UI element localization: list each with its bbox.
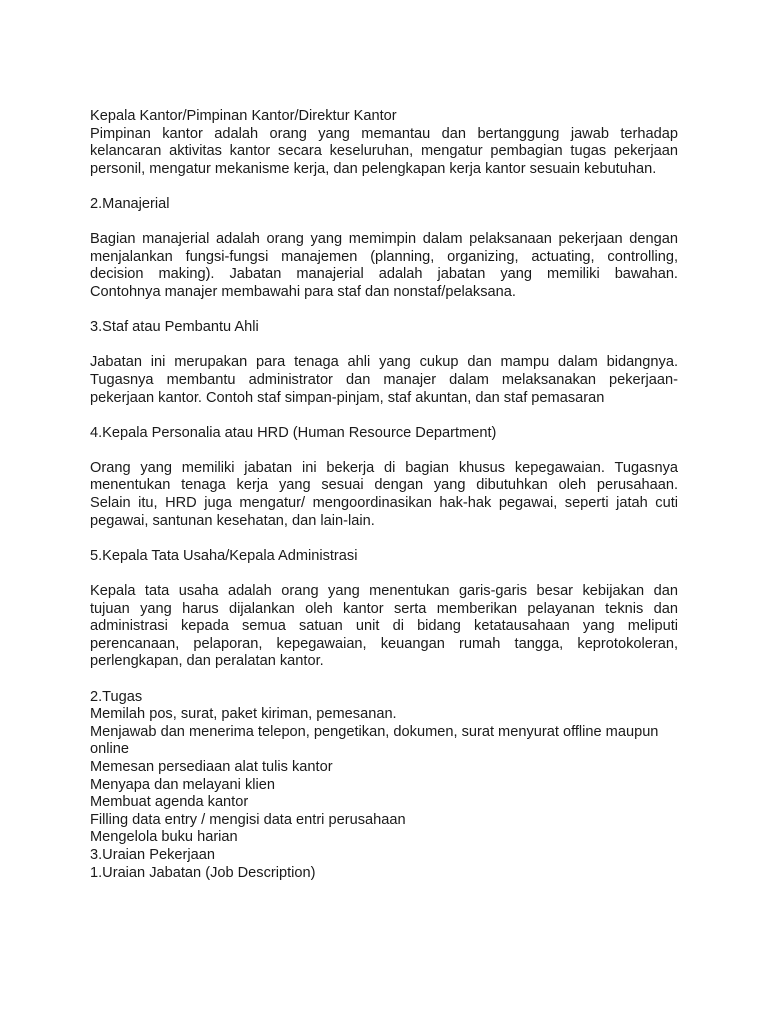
paragraph-line: Contohnya manajer membawahi para staf dan nonstaf/pelaksana. <box>90 283 516 300</box>
paragraph-line: Kepala tata usaha adalah orang yang menentukan garis-garis besar kebijakan dan <box>90 583 678 600</box>
list-item: Memesan persediaan alat tulis kantor <box>90 758 333 775</box>
spacer <box>90 214 678 232</box>
spacer <box>90 302 678 320</box>
section-heading: Kepala Kantor/Pimpinan Kantor/Direktur Kantor <box>90 108 397 124</box>
spacer <box>90 442 678 460</box>
paragraph-line: decision making). Jabatan manajerial adalah jabatan yang memiliki bawahan. <box>90 266 678 283</box>
section-heading: 5.Kepala Tata Usaha/Kepala Administrasi <box>90 547 358 564</box>
section-heading: 3.Staf atau Pembantu Ahli <box>90 319 259 336</box>
paragraph-line: perencanaan, pelaporan, kepegawaian, keuangan rumah tangga, keprotokoleran, <box>90 635 678 652</box>
list-item: Menjawab dan menerima telepon, pengetikan, dokumen, surat menyurat offline maupun <box>90 723 659 740</box>
section-heading: 3.Uraian Pekerjaan <box>90 846 215 863</box>
paragraph-line: kelancaran aktivitas kantor secara keseluruhan, mengatur pembagian tugas pekerjaan <box>90 143 678 160</box>
paragraph-line: personil, mengatur mekanisme kerja, dan pelengkapan kerja kantor sesuain kebutuhan. <box>90 160 657 177</box>
spacer <box>90 565 678 583</box>
spacer <box>90 178 678 196</box>
paragraph-line: Orang yang memiliki jabatan ini bekerja di bagian khusus kepegawaian. Tugasnya <box>90 459 678 476</box>
spacer <box>90 671 678 689</box>
paragraph-line: menentukan tenaga kerja yang sesuai dengan yang dibutuhkan oleh perusahaan. <box>90 477 678 494</box>
spacer <box>90 407 678 425</box>
list-item: Membuat agenda kantor <box>90 794 249 811</box>
list-item: Filling data entry / mengisi data entri perusahaan <box>90 811 406 828</box>
list-item: Mengelola buku harian <box>90 829 238 846</box>
section-heading: 4.Kepala Personalia atau HRD (Human Resource Department) <box>90 424 497 441</box>
list-item: Memilah pos, surat, paket kiriman, pemesanan. <box>90 706 397 723</box>
paragraph-line: menjalankan fungsi-fungsi manajemen (planning, organizing, actuating, controlling, <box>90 248 678 265</box>
document-page <box>90 108 678 882</box>
paragraph-line: administrasi kepada semua satuan unit di bidang ketatausahaan yang meliputi <box>90 618 678 635</box>
list-item: online <box>90 741 129 758</box>
spacer <box>90 337 678 355</box>
paragraph-line: Jabatan ini merupakan para tenaga ahli yang cukup dan mampu dalam bidangnya. <box>90 354 678 371</box>
paragraph-line: perlengkapan, dan peralatan kantor. <box>90 653 324 670</box>
section-heading: 2.Manajerial <box>90 195 170 212</box>
spacer <box>90 530 678 548</box>
section-heading: 2.Tugas <box>90 688 143 705</box>
paragraph-line: Tugasnya membantu administrator dan manajer dalam melaksanakan pekerjaan- <box>90 371 678 388</box>
paragraph-line: Pimpinan kantor adalah orang yang memantau dan bertanggung jawab terhadap <box>90 125 678 142</box>
paragraph-line: pegawai, santunan kesehatan, dan lain-lain. <box>90 512 375 529</box>
section-heading: 1.Uraian Jabatan (Job Description) <box>90 864 316 881</box>
list-item: Menyapa dan melayani klien <box>90 776 275 793</box>
paragraph-line: pekerjaan kantor. Contoh staf simpan-pinjam, staf akuntan, dan staf pemasaran <box>90 389 605 406</box>
paragraph-line: Bagian manajerial adalah orang yang memimpin dalam pelaksanaan pekerjaan dengan <box>90 231 678 248</box>
paragraph-line: tujuan yang harus dijalankan oleh kantor serta memberikan pelayanan teknis dan <box>90 600 678 617</box>
paragraph-line: Selain itu, HRD juga mengatur/ mengoordinasikan hak-hak pegawai, seperti jatah cuti <box>90 495 678 512</box>
